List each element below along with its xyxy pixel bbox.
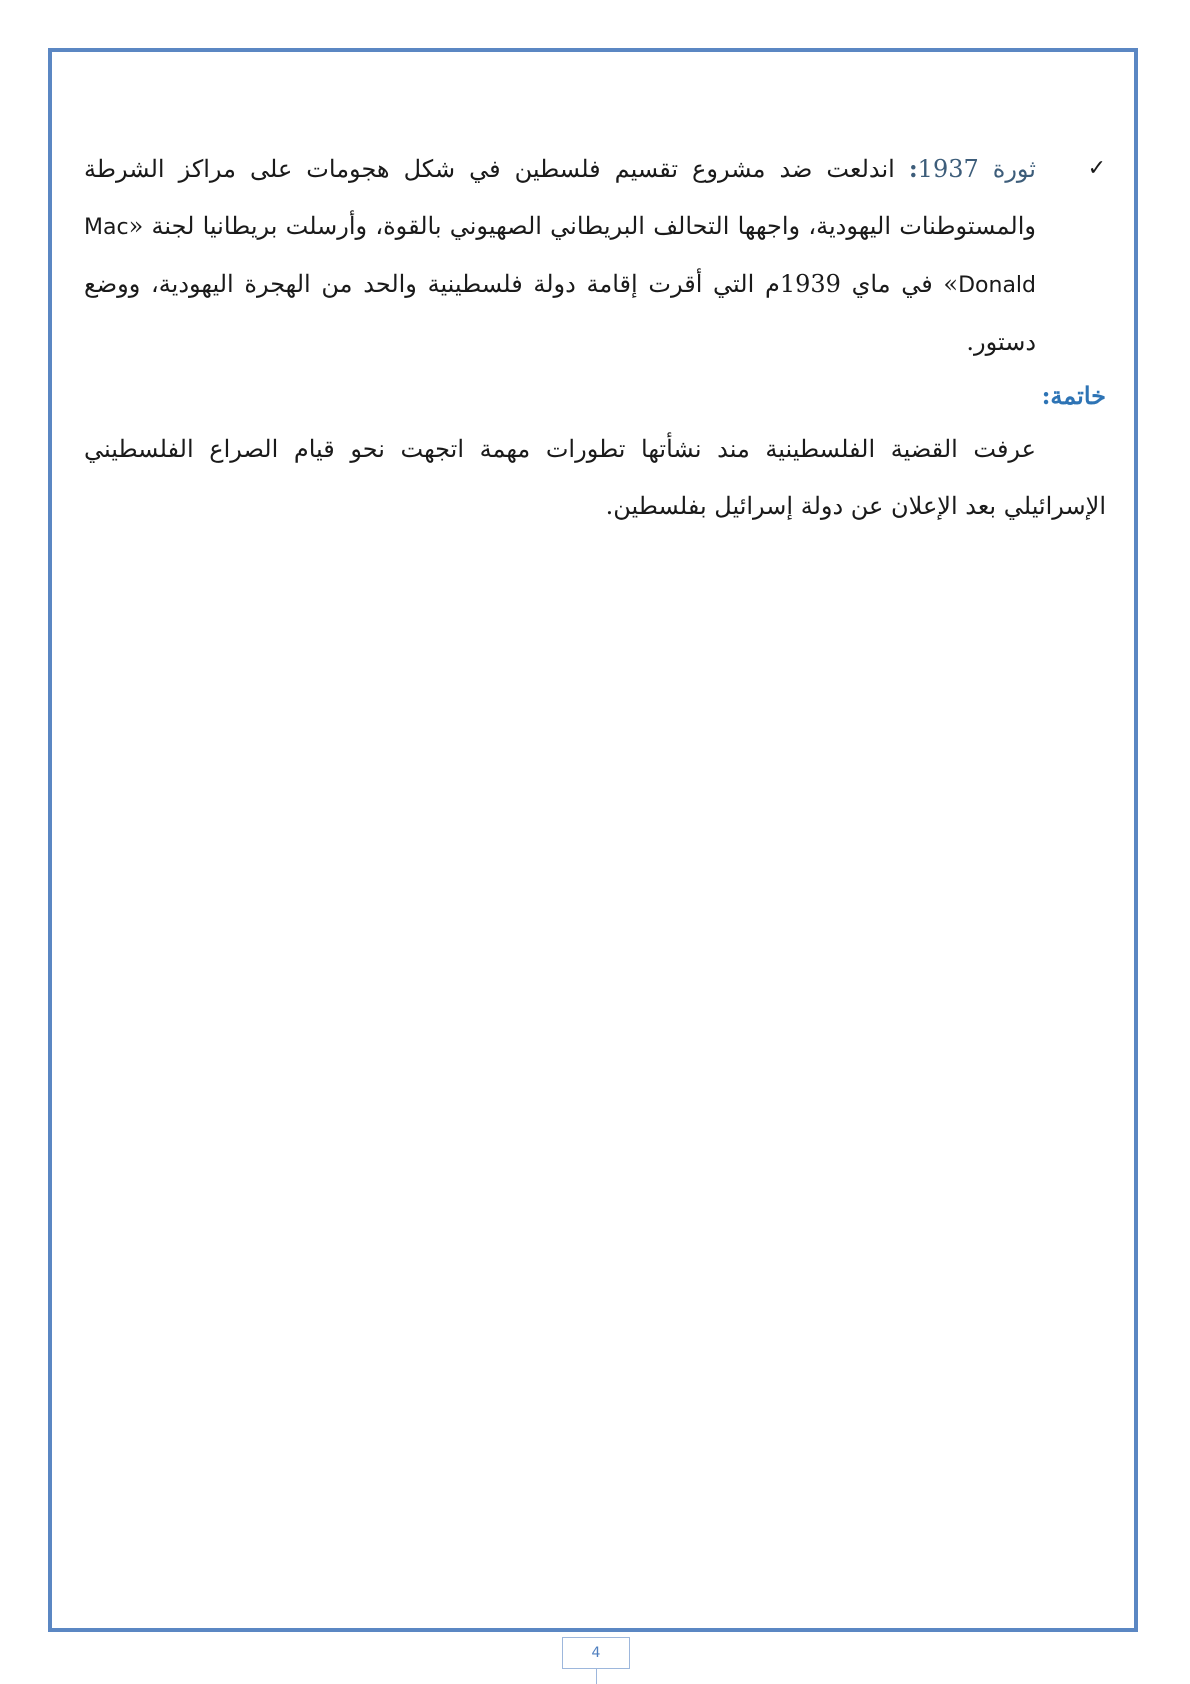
conclusion-paragraph: عرفت القضية الفلسطينية مند نشأتها تطورات مهمة اتجهت نحو قيام الصراع الفلسطيني الإسرائيلي بعد الإعلان عن دولة إسرائيل بفلسطين. <box>84 435 1106 520</box>
check-mark-icon: ✓ <box>1087 156 1106 181</box>
bullet-title: ثورة 1937 <box>917 155 1036 183</box>
committee-name: Mac Donald <box>84 215 1036 298</box>
page-number: 4 <box>562 1637 630 1669</box>
conclusion-heading: خاتمة: <box>1041 381 1106 410</box>
bullet-text-part1: اندلعت ضد مشروع تقسيم فلسطين في شكل هجومات على مراكز الشرطة والمستوطنات اليهودية، واجهها التحالف البريطاني الصهيوني بالقوة، وأرسلت بريطانيا لجنة « <box>84 155 1036 240</box>
bullet-title-colon: : <box>908 154 918 183</box>
page-number-stem <box>596 1669 597 1684</box>
bullet-item-revolution-1937 <box>84 140 1106 371</box>
bullet-text-part2: » في ماي 1939م التي أقرت إقامة دولة فلسطينية والحد من الهجرة اليهودية، ووضع دستور. <box>84 270 1036 356</box>
document-body <box>84 140 1106 535</box>
